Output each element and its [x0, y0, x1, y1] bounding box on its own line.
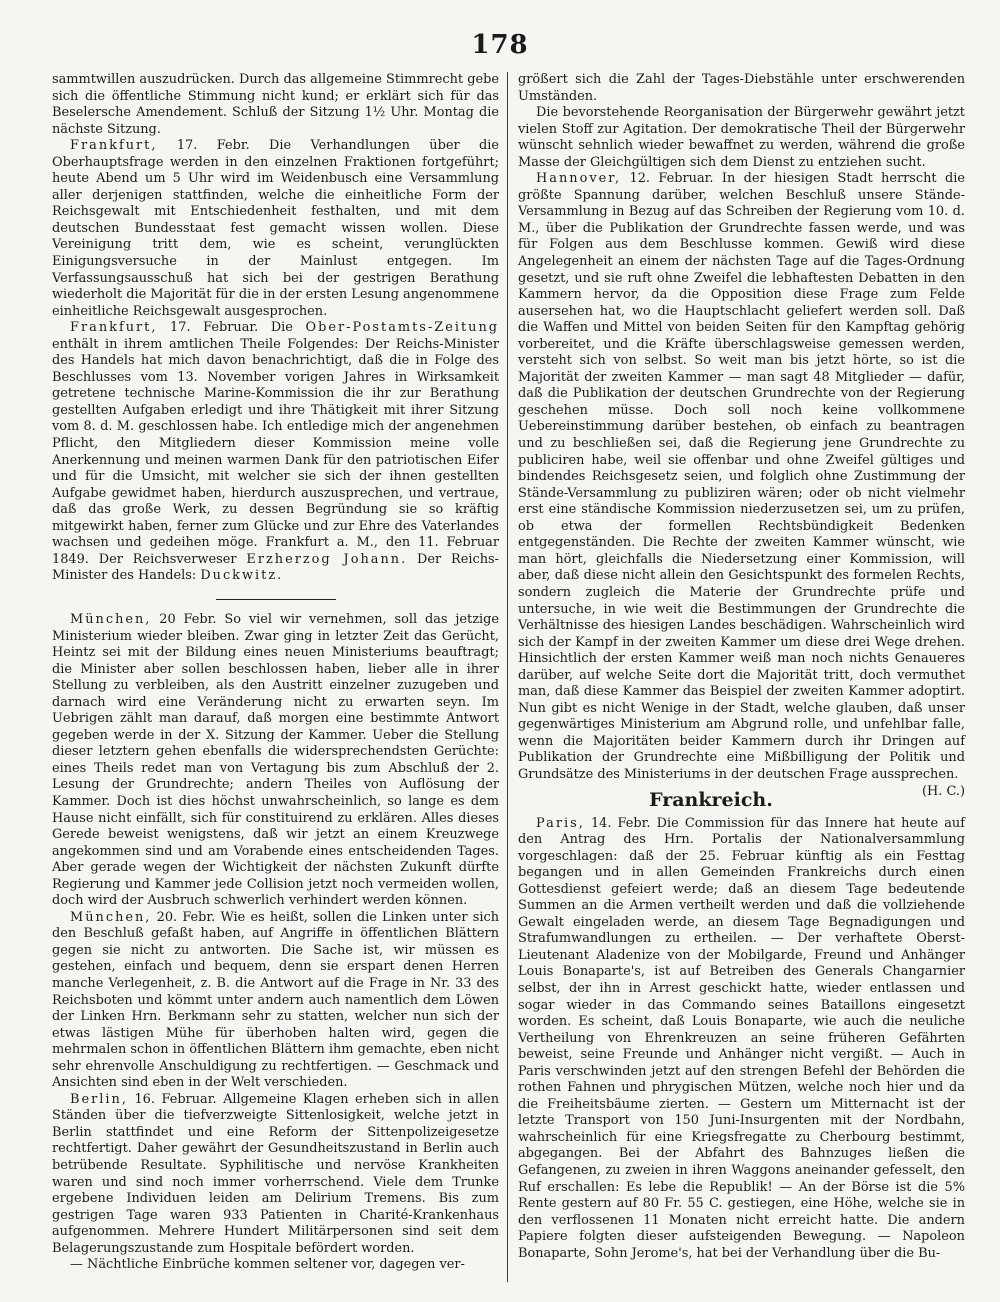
article-body: 14. Febr. Die Commission für das Innere hat heute auf den Antrag des Hrn. Portalis der Nationalversammlung vorgeschlagen: daß der 25. Februar künftig als ein Festtag begangen und in allen Gemeinden Frankreichs durch einen Gottesdienst gefeiert werde; daß an diesem Tage bedeutende Summen an die Armen vertheilt werden und daß die vollziehende Gewalt eingeladen werde, an diesem Tage Begnadigungen und Strafumwandlungen zu ertheilen. — Der verhaftete Oberst-Lieutenant Aladenize von der Mobilgarde, Freund und Anhänger Louis Bonaparte's, ist auf Betreiben des Generals Changarnier selbst, der ihn in Arrest geschickt hatte, wieder entlassen und sogar wieder in das Commando seines Bataillons eingesetzt worden. Es scheint, daß Louis Bonaparte, wie auch die neuliche Vertheilung von Ehrenkreuzen an seine früheren Gefährten beweist, seine Freunde und Anhänger nicht vergißt. — Auch in Paris verschwinden jetzt auf den strengen Befehl der Behörden die rothen Fahnen und phrygischen Mützen, welche noch hier und da die Freiheitsbäume zierten. — Gestern um Mitternacht ist der letzte Transport von 150 Juni-Insurgenten mit der Nordbahn, wahrscheinlich für eine Kriegsfregatte zu Cherbourg bestimmt, abgegangen. Bei der Abfahrt des Bahnzuges ließen die Gefangenen, zu zweien in ihren Waggons aneinander gefesselt, den Ruf erschallen: Es lebe die Republik! — An der Börse ist die 5% Rente gestern auf 80 Fr. 55 C. gestiegen, eine Höhe, welche sie in den verflossenen 11 Monaten nicht erreicht hatte. Die andern Papiere folgten dieser aufsteigenden Bewegung. — Napoleon Bonaparte, Sohn Jerome's, hat bei der Verhandlung über die Bu- [518, 815, 965, 1261]
dateline: Berlin, [70, 1091, 128, 1107]
article-continuation: größert sich die Zahl der Tages-Diebstähle unter erschwerenden Umständen. [518, 72, 965, 104]
dateline: Hannover, [536, 171, 622, 187]
article-muenchen-1 [52, 612, 499, 910]
dateline: München, [70, 909, 152, 925]
article-body: 20. Febr. Wie es heißt, sollen die Linken unter sich den Beschluß gefaßt haben, auf Angriffe in öffentlichen Blättern gegen sie nicht zu antworten. Die Sache ist, wir müssen es gestehen, einfach und bequem, denn sie erspart denen Herren manche Verlegenheit, z. B. die Antwort auf die Frage in Nr. 33 des Reichsboten und kömmt unter andern auch namentlich dem Löwen der Linken Hrn. Berkmann sehr zu statten, welcher nun sich der etwas lästigen Mühe für überhoben halten wird, gegen die mehrmalen schon in öffentlichen Blättern ihm gemachte, eben nicht sehr ehrenvolle Anschuldigung zu rechtfertigen. — Geschmack und Ansichten sind eben in der Welt verschieden. [52, 909, 499, 1091]
article-body: 12. Februar. In der hiesigen Stadt herrscht die größte Spannung darüber, welchen Beschluß unsere Stände-Versammlung in Bezug auf das Schreiben der Regierung vom 10. d. M., über die Publikation der Grundrechte fassen werde, und was für Folgen aus dem Beschlusse kommen. Gewiß wird diese Angelegenheit an einem der nächsten Tage auf die Tages-Ordnung gesetzt, und sie ruft ohne Zweifel die lebhaftesten Debatten in den Kammern hervor, da die Opposition diese Frage zum Felde ausersehen hat, wo die Hauptschlacht geliefert werden soll. Daß die Waffen und Mittel von beiden Seiten für den Kampftag gehörig vorbereitet, und die Kräfte überschlagsweise gemessen werden, versteht sich von selbst. So weit man bis jetzt hörte, so ist die Majorität der zweiten Kammer — man sagt 48 Mitglieder — dafür, daß die Publikation der deutschen Grundrechte von der Regierung geschehen müsse. Doch soll noch keine vollkommene Uebereinstimmung darüber bestehen, ob einfach zu beantragen und zu beschließen sei, daß die Regierung jene Grundrechte zu publiciren habe, weil sie offenbar und ohne Zweifel gültiges und bindendes Reichsgesetz seien, und folglich ohne Zustimmung der Stände-Versammlung zu publiziren wären; oder ob nicht vielmehr erst eine ständische Kommission niederzusetzen sei, um zu prüfen, ob etwa der formellen Rechtsbündigkeit Bedenken entgegenständen. Die Rechte der zweiten Kammer wünscht, wie man hört, gleichfalls die Niedersetzung einer Kommission, will aber, daß diese nicht allein den Gesichtspunkt des formelen Rechts, sondern zugleich die Materie der Grundrechte prüfe und untersuche, in wie weit die Bestimmungen der Grundrechte die Verhältnisse des hiesigen Landes beschädigen. Wahrscheinlich wird sich der Kampf in der zweiten Kammer um diese drei Wege drehen. Hinsichtlich der ersten Kammer weiß man noch nichts Genaueres darüber, auf welche Seite dort die Majorität tritt, doch vermuthet man, daß diese Kammer das Beispiel der zweiten Kammer adoptirt. Nun gibt es nicht Wenige in der Stadt, welche glauben, daß unser gegenwärtiges Ministerium am Abgrund rolle, und unfehlbar falle, wenn die Majoritäten beider Kammern durch ihr Dringen auf Publikation der Grundrechte eine Mißbilligung der Politik und Grundsätze des Ministeriums in der deutschen Frage aussprechen. [518, 171, 965, 782]
article-frankfurt-1 [52, 138, 499, 320]
right-column [518, 72, 965, 1262]
dateline: Frankfurt, [70, 320, 158, 336]
article-body: 17. Febr. Die Verhandlungen über die Oberhauptsfrage werden in den einzelnen Fraktionen fortgeführt; heute Abend um 5 Uhr wird im Weidenbusch eine Versammlung aller derjenigen stattfinden, welche die einheitliche Form der Reichsgewalt mit Entschiedenheit festhalten, und mit dem deutschen Bundesstaat fest gemacht wissen wollen. Diese Vereinigung tritt dem, wie es scheint, verunglückten Einigungsversuche in der Mainlust entgegen. Im Verfassungsausschuß hat sich bei der gestrigen Berathung wiederholt die Majorität für die in der ersten Lesung angenommene einheitliche Reichsgewalt ausgesprochen. [52, 138, 499, 319]
left-column [52, 72, 499, 1274]
article-berlin [52, 1092, 499, 1257]
column-rule [507, 72, 508, 1282]
article-body: enthält in ihrem amtlichen Theile Folgendes: Der Reichs-Minister des Handels hat mich davon benachrichtigt, daß die in Folge des Beschlusses vom 13. November vorigen Jahres in Wirksamkeit getretene technische Marine-Kommission die ihr zur Berathung gestellten Aufgaben erledigt und ihre Thätigkeit mit ihrer Sitzung vom 8. d. M. geschlossen habe. Ich entledige mich der angenehmen Pflicht, den Mitgliedern dieser Kommission meine volle Anerkennung und meinen warmen Dank für den patriotischen Eifer und für die Umsicht, mit welcher sie sich der ihnen gestellten Aufgabe gewidmet haben, hierdurch auszusprechen, und vertraue, daß das große Werk, zu dessen Begründung sie so kräftig mitgewirkt haben, ferner zum Glücke und zur Ehre des Vaterlandes wachsen und gedeihen möge. Frankfurt a. M., den 11. Februar 1849. Der Reichsverweser [52, 336, 499, 567]
dateline: Paris, [536, 815, 585, 831]
article-body: 20 Febr. So viel wir vernehmen, soll das jetzige Ministerium wieder bleiben. Zwar ging in letzter Zeit das Gerücht, Heintz sei mit der Bildung eines neuen Ministeriums beauftragt; die Minister aber sollen beschlossen haben, lieber alle in ihrer Stellung zu verbleiben, als den Austritt einzelner zuzugeben und darnach wird eine Veränderung nicht zu erwarten seyn. Im Uebrigen zählt man darauf, daß morgen eine bestimmte Antwort gegeben werde in der X. Sitzung der Kammer. Ueber die Stellung dieser letztern gehen ebenfalls die widersprechendsten Gerüchte: eines Theils redet man von Vertagung bis zum Abschluß der 2. Lesung der Grundrechte; andern Theiles von Auflösung der Kammer. Doch ist dies höchst unwahrscheinlich, so lange es dem Hause nicht einfällt, sich für constituirend zu erklären. Alles dieses Gerede beweist wenigstens, daß wir jetzt an einem Kreuzwege angekommen sind und am Vorabende eines entscheidenden Tages. Aber gerade wegen der Wichtigkeit der nächsten Zukunft dürfte Regierung und Kammer jede Collision jetzt noch vermeiden wollen, doch wird der Ausbruch schwerlich verhindert werden können. [52, 611, 499, 909]
article-berlin-continued: — Nächtliche Einbrüche kommen seltener vor, dagegen ver- [70, 1257, 465, 1273]
article-hannover [518, 171, 965, 799]
dateline: München, [70, 611, 152, 627]
article-body: 17. Februar. Die [157, 320, 306, 336]
article-body: Der Reichs-Minister des Handels: [52, 551, 499, 584]
source-signature: (H. C.) [922, 783, 965, 799]
signatory: Duckwitz. [200, 568, 284, 584]
dateline: Frankfurt, [70, 138, 158, 154]
article-continuation: sammtwillen auszudrücken. Durch das allgemeine Stimmrecht gebe sich die öffentliche Stimmung nicht kund; er erklärt sich für das Beselersche Amendement. Schluß der Sitzung 1½ Uhr. Montag die nächste Sitzung. [52, 72, 499, 137]
article-frankfurt-2 [52, 320, 499, 585]
page-number: 178 [471, 30, 529, 60]
article-muenchen-2 [52, 910, 499, 1092]
article-paris [518, 816, 965, 1263]
signatory: Erzherzog Johann. [246, 551, 408, 567]
section-divider [216, 599, 336, 600]
article-body: 16. Februar. Allgemeine Klagen erheben sich in allen Ständen über die tiefverzweigte Sittenlosigkeit, welche jetzt in Berlin stattfindet und eine Reform der Sittenpolizeigesetze rechtfertigt. Daher gewährt der Gesundheitszustand in Berlin auch betrübende Resultate. Syphilitische und nervöse Krankheiten waren und sind noch immer vorherrschend. Viele dem Trunke ergebene Individuen leiden am Delirium Tremens. Bis zum gestrigen Tage waren 933 Patienten in Charité-Krankenhaus aufgenommen. Mehrere Hundert Militärpersonen sind seit dem Belagerungszustande zum Hospitale befördert worden. [52, 1091, 499, 1256]
article-buergerwehr: Die bevorstehende Reorganisation der Bürgerwehr gewährt jetzt vielen Stoff zur Agitation. Der demokratische Theil der Bürgerwehr wünscht sehnlich wieder bewaffnet zu werden, während die große Masse der Gleichgültigen sich dem Dienst zu entziehen sucht. [518, 105, 965, 170]
newspaper-name: Ober-Postamts-Zeitung [305, 320, 499, 336]
section-heading-frankreich: Frankreich. [649, 788, 773, 811]
